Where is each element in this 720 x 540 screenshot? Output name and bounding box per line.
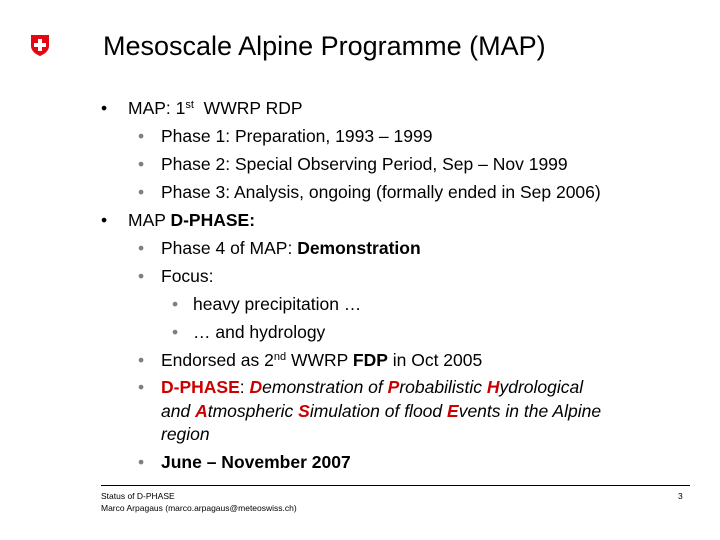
bullet-dot: • [138, 452, 145, 472]
bullet-acronym-line1: D-PHASE: Demonstration of Probabilistic Hydrological [161, 377, 584, 397]
bullet-focus-precip: heavy precipitation … [193, 294, 362, 314]
footer-status: Status of D-PHASE [101, 491, 175, 501]
bullet-dot: • [138, 266, 145, 286]
page-title: Mesoscale Alpine Programme (MAP) [103, 31, 546, 61]
bullet-dot: • [138, 182, 145, 202]
swiss-logo [28, 33, 52, 57]
swiss-cross-icon [28, 33, 52, 57]
bullet-dot: • [138, 154, 145, 174]
bullet-dot: • [101, 98, 108, 118]
bullet-dot: • [138, 350, 145, 370]
bullet-phase4: Phase 4 of MAP: Demonstration [161, 238, 421, 258]
bullet-dot: • [138, 377, 145, 397]
footer-text [101, 490, 297, 514]
bullet-dot: • [172, 322, 179, 342]
bullet-focus: Focus: [161, 266, 214, 286]
footer-divider [101, 485, 690, 486]
bullet-phase3: Phase 3: Analysis, ongoing (formally ended in Sep 2006) [161, 182, 601, 202]
bullet-phase1: Phase 1: Preparation, 1993 – 1999 [161, 126, 433, 146]
bullet-endorsed: Endorsed as 2nd WWRP FDP in Oct 2005 [161, 350, 483, 370]
bullet-dphase: MAP D-PHASE: [128, 210, 256, 230]
footer-author: Marco Arpagaus (marco.arpagaus@meteoswiss.ch) [101, 503, 297, 513]
bullet-phase2: Phase 2: Special Observing Period, Sep – Nov 1999 [161, 154, 568, 174]
bullet-acronym-line3: region [161, 424, 210, 444]
page-number: 3 [678, 491, 683, 501]
bullet-dates: June – November 2007 [161, 452, 351, 472]
bullet-map: MAP: 1st WWRP RDP [128, 98, 303, 118]
bullet-dot: • [172, 294, 179, 314]
bullet-dot: • [138, 238, 145, 258]
bullet-acronym-line2: and Atmospheric Simulation of flood Events in the Alpine [161, 401, 602, 421]
bullet-focus-hydrology: … and hydrology [193, 322, 326, 342]
bullet-dot: • [138, 126, 145, 146]
bullet-dot: • [101, 210, 108, 230]
